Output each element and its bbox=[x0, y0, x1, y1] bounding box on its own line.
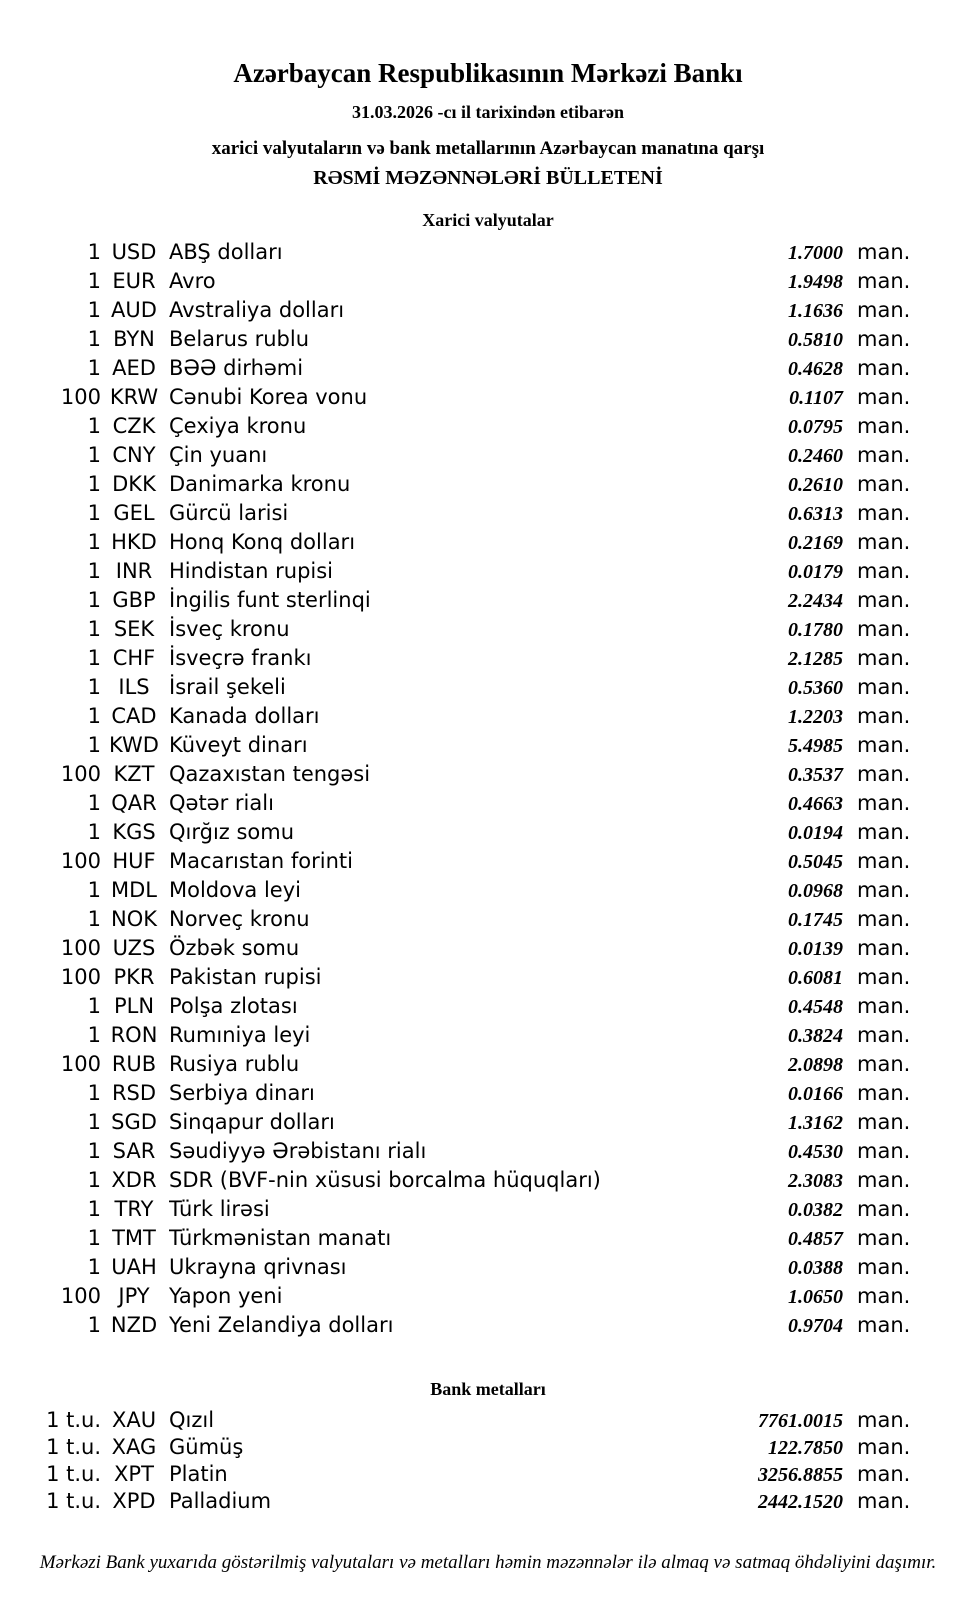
currency-code-cell: KRW bbox=[109, 385, 159, 409]
quantity-cell: 1 bbox=[87, 414, 101, 438]
manat-unit-label: man. bbox=[857, 327, 911, 351]
bulletin-subtitle: xarici valyutaların və bank metallarının Azərbaycan manatına qarşı bbox=[211, 138, 765, 159]
quantity-cell: 100 bbox=[60, 762, 101, 786]
manat-unit-label: man. bbox=[857, 849, 911, 873]
currency-code-cell: BYN bbox=[113, 327, 155, 351]
manat-unit-label: man. bbox=[857, 559, 911, 583]
quantity-cell: 1 bbox=[87, 1313, 101, 1337]
quantity-cell: 1 bbox=[87, 907, 101, 931]
manat-unit-label: man. bbox=[857, 704, 911, 728]
manat-unit-label: man. bbox=[857, 501, 911, 525]
foreign-currencies-section-title: Xarici valyutalar bbox=[422, 210, 554, 230]
rate-value-cell: 1.2203 bbox=[788, 706, 843, 728]
manat-unit-label: man. bbox=[857, 675, 911, 699]
currency-name-cell: Moldova leyi bbox=[169, 878, 301, 902]
table-row bbox=[0, 934, 976, 963]
quantity-cell: 1 bbox=[87, 1081, 101, 1105]
currency-code-cell: HKD bbox=[111, 530, 157, 554]
table-row bbox=[0, 1488, 976, 1515]
currency-code-cell: UZS bbox=[112, 936, 156, 960]
quantity-cell: 1 bbox=[87, 1110, 101, 1134]
rate-value-cell: 0.0179 bbox=[788, 561, 843, 583]
currency-code-cell: XPD bbox=[112, 1489, 156, 1513]
table-row bbox=[0, 441, 976, 470]
footer-note: Mərkəzi Bank yuxarıda göstərilmiş valyutaları və metalları həmin məzənnələr ilə almaq və satmaq öhdəliyini daşımır. bbox=[39, 1552, 937, 1573]
rate-value-cell: 0.4530 bbox=[788, 1141, 843, 1163]
currency-code-cell: INR bbox=[115, 559, 153, 583]
rate-value-cell: 0.6081 bbox=[788, 967, 843, 989]
manat-unit-label: man. bbox=[857, 936, 911, 960]
quantity-cell: 1 bbox=[87, 1255, 101, 1279]
currency-code-cell: GBP bbox=[112, 588, 156, 612]
manat-unit-label: man. bbox=[857, 1081, 911, 1105]
quantity-cell: 1 bbox=[87, 559, 101, 583]
currency-name-cell: Macarıstan forinti bbox=[169, 849, 353, 873]
currency-name-cell: Qətər rialı bbox=[169, 791, 274, 815]
currency-code-cell: DKK bbox=[112, 472, 156, 496]
currency-code-cell: SGD bbox=[111, 1110, 157, 1134]
rate-value-cell: 0.4857 bbox=[788, 1228, 843, 1250]
table-row bbox=[0, 1166, 976, 1195]
manat-unit-label: man. bbox=[857, 1489, 911, 1513]
quantity-cell: 1 bbox=[87, 878, 101, 902]
currency-name-cell: Cənubi Korea vonu bbox=[169, 385, 368, 409]
quantity-cell: 100 bbox=[60, 385, 101, 409]
rate-value-cell: 2.1285 bbox=[788, 648, 843, 670]
manat-unit-label: man. bbox=[857, 472, 911, 496]
currency-code-cell: NZD bbox=[110, 1313, 158, 1337]
table-row bbox=[0, 847, 976, 876]
manat-unit-label: man. bbox=[857, 646, 911, 670]
rate-value-cell: 0.4663 bbox=[788, 793, 843, 815]
bulletin-title: RƏSMİ MƏZƏNNƏLƏRİ BÜLLETENİ bbox=[313, 167, 663, 189]
currency-code-cell: CHF bbox=[112, 646, 156, 670]
bank-metals-section-title: Bank metalları bbox=[430, 1379, 546, 1399]
currency-name-cell: SDR (BVF-nin xüsusi borcalma hüquqları) bbox=[169, 1168, 601, 1192]
currency-code-cell: NOK bbox=[110, 907, 157, 931]
quantity-cell: 1 bbox=[87, 356, 101, 380]
currency-code-cell: XDR bbox=[111, 1168, 157, 1192]
metal-rates-table bbox=[0, 1407, 976, 1515]
quantity-cell: 1 bbox=[87, 472, 101, 496]
currency-name-cell: Polşa zlotası bbox=[169, 994, 298, 1018]
currency-code-cell: XAU bbox=[111, 1408, 157, 1432]
quantity-cell: 1 bbox=[87, 791, 101, 815]
currency-name-cell: Honq Konq dolları bbox=[169, 530, 356, 554]
rate-value-cell: 0.0166 bbox=[788, 1083, 843, 1105]
rate-value-cell: 0.3824 bbox=[788, 1025, 843, 1047]
manat-unit-label: man. bbox=[857, 1110, 911, 1134]
quantity-cell: 100 bbox=[60, 965, 101, 989]
manat-unit-label: man. bbox=[857, 1168, 911, 1192]
currency-name-cell: Çin yuanı bbox=[169, 443, 268, 467]
rate-value-cell: 0.5360 bbox=[788, 677, 843, 699]
manat-unit-label: man. bbox=[857, 588, 911, 612]
manat-unit-label: man. bbox=[857, 269, 911, 293]
currency-name-cell: Sinqapur dolları bbox=[169, 1110, 335, 1134]
quantity-cell: 1 bbox=[87, 443, 101, 467]
quantity-cell: 1 bbox=[87, 588, 101, 612]
currency-name-cell: Gümüş bbox=[169, 1435, 244, 1459]
currency-code-cell: AED bbox=[112, 356, 156, 380]
manat-unit-label: man. bbox=[857, 443, 911, 467]
manat-unit-label: man. bbox=[857, 1255, 911, 1279]
table-row bbox=[0, 702, 976, 731]
rate-value-cell: 0.4548 bbox=[788, 996, 843, 1018]
table-row bbox=[0, 1050, 976, 1079]
table-row bbox=[0, 528, 976, 557]
currency-name-cell: Türk lirəsi bbox=[169, 1197, 270, 1221]
manat-unit-label: man. bbox=[857, 820, 911, 844]
currency-code-cell: USD bbox=[111, 240, 157, 264]
manat-unit-label: man. bbox=[857, 1284, 911, 1308]
currency-code-cell: KGS bbox=[112, 820, 156, 844]
rate-value-cell: 0.0382 bbox=[788, 1199, 843, 1221]
currency-name-cell: Çexiya kronu bbox=[169, 414, 307, 438]
table-row bbox=[0, 731, 976, 760]
manat-unit-label: man. bbox=[857, 414, 911, 438]
currency-code-cell: UAH bbox=[111, 1255, 157, 1279]
quantity-cell: 1 bbox=[87, 1197, 101, 1221]
currency-name-cell: İsrail şekeli bbox=[169, 675, 286, 699]
currency-code-cell: KZT bbox=[113, 762, 155, 786]
currency-name-cell: Səudiyyə Ərəbistanı rialı bbox=[169, 1139, 427, 1163]
quantity-cell: 1 bbox=[87, 733, 101, 757]
table-row bbox=[0, 876, 976, 905]
currency-code-cell: GEL bbox=[113, 501, 155, 525]
table-row bbox=[0, 1108, 976, 1137]
rate-value-cell: 0.2460 bbox=[788, 445, 843, 467]
table-row bbox=[0, 1311, 976, 1340]
table-row bbox=[0, 1079, 976, 1108]
rate-value-cell: 7761.0015 bbox=[758, 1410, 843, 1432]
rate-value-cell: 2.2434 bbox=[788, 590, 843, 612]
currency-name-cell: Danimarka kronu bbox=[169, 472, 351, 496]
table-row bbox=[0, 1282, 976, 1311]
rate-value-cell: 2.0898 bbox=[788, 1054, 843, 1076]
manat-unit-label: man. bbox=[857, 1023, 911, 1047]
currency-name-cell: Palladium bbox=[169, 1489, 272, 1513]
quantity-cell: 1 bbox=[87, 1023, 101, 1047]
currency-code-cell: MDL bbox=[111, 878, 157, 902]
quantity-cell: 1 bbox=[87, 327, 101, 351]
currency-code-cell: XPT bbox=[114, 1462, 154, 1486]
currency-name-cell: Qırğız somu bbox=[169, 820, 295, 844]
currency-name-cell: Norveç kronu bbox=[169, 907, 310, 931]
currency-name-cell: Rusiya rublu bbox=[169, 1052, 300, 1076]
currency-code-cell: CAD bbox=[111, 704, 157, 728]
manat-unit-label: man. bbox=[857, 907, 911, 931]
quantity-cell: 1 bbox=[87, 820, 101, 844]
rate-value-cell: 1.3162 bbox=[788, 1112, 843, 1134]
rate-value-cell: 0.2610 bbox=[788, 474, 843, 496]
table-row bbox=[0, 905, 976, 934]
quantity-cell: 1 bbox=[87, 1168, 101, 1192]
manat-unit-label: man. bbox=[857, 791, 911, 815]
currency-code-cell: CNY bbox=[112, 443, 156, 467]
rate-value-cell: 0.1107 bbox=[789, 387, 843, 409]
manat-unit-label: man. bbox=[857, 1226, 911, 1250]
table-row bbox=[0, 673, 976, 702]
manat-unit-label: man. bbox=[857, 733, 911, 757]
rate-value-cell: 0.1745 bbox=[788, 909, 843, 931]
table-row bbox=[0, 760, 976, 789]
quantity-cell: 1 bbox=[87, 530, 101, 554]
rate-value-cell: 0.0795 bbox=[788, 416, 843, 438]
currency-code-cell: AUD bbox=[111, 298, 157, 322]
currency-name-cell: Qızıl bbox=[169, 1408, 215, 1432]
currency-name-cell: Pakistan rupisi bbox=[169, 965, 322, 989]
quantity-cell: 1 bbox=[87, 298, 101, 322]
currency-code-cell: SAR bbox=[112, 1139, 156, 1163]
table-row bbox=[0, 1434, 976, 1461]
quantity-cell: 1 bbox=[87, 646, 101, 670]
currency-code-cell: RUB bbox=[111, 1052, 157, 1076]
rate-value-cell: 0.4628 bbox=[788, 358, 843, 380]
rate-value-cell: 0.2169 bbox=[788, 532, 843, 554]
rate-value-cell: 2442.1520 bbox=[758, 1491, 843, 1513]
manat-unit-label: man. bbox=[857, 762, 911, 786]
quantity-cell: 1 bbox=[87, 501, 101, 525]
manat-unit-label: man. bbox=[857, 1197, 911, 1221]
table-row bbox=[0, 325, 976, 354]
quantity-cell: 1 bbox=[87, 704, 101, 728]
quantity-cell: 1 bbox=[87, 675, 101, 699]
table-row bbox=[0, 354, 976, 383]
currency-name-cell: Gürcü larisi bbox=[169, 501, 289, 525]
currency-name-cell: Türkmənistan manatı bbox=[169, 1226, 392, 1250]
currency-code-cell: QAR bbox=[111, 791, 157, 815]
table-row bbox=[0, 586, 976, 615]
rate-value-cell: 0.6313 bbox=[788, 503, 843, 525]
currency-name-cell: Küveyt dinarı bbox=[169, 733, 308, 757]
currency-code-cell: SEK bbox=[113, 617, 155, 641]
table-row bbox=[0, 238, 976, 267]
quantity-cell: 100 bbox=[60, 849, 101, 873]
currency-name-cell: Hindistan rupisi bbox=[169, 559, 334, 583]
table-row bbox=[0, 499, 976, 528]
currency-name-cell: Özbək somu bbox=[169, 936, 300, 960]
rate-value-cell: 0.5810 bbox=[788, 329, 843, 351]
manat-unit-label: man. bbox=[857, 1313, 911, 1337]
currency-rates-table bbox=[0, 238, 976, 1340]
table-row bbox=[0, 1137, 976, 1166]
manat-unit-label: man. bbox=[857, 240, 911, 264]
manat-unit-label: man. bbox=[857, 298, 911, 322]
currency-name-cell: Qazaxıstan tengəsi bbox=[169, 762, 371, 786]
quantity-cell: 1 t.u. bbox=[46, 1462, 101, 1486]
quantity-cell: 1 bbox=[87, 269, 101, 293]
rate-value-cell: 0.0194 bbox=[788, 822, 843, 844]
currency-name-cell: Platin bbox=[169, 1462, 228, 1486]
rate-value-cell: 0.0139 bbox=[788, 938, 843, 960]
table-row bbox=[0, 1461, 976, 1488]
currency-code-cell: XAG bbox=[111, 1435, 157, 1459]
table-row bbox=[0, 789, 976, 818]
currency-name-cell: Yeni Zelandiya dolları bbox=[169, 1313, 394, 1337]
rate-value-cell: 1.0650 bbox=[788, 1286, 843, 1308]
currency-code-cell: CZK bbox=[112, 414, 156, 438]
rate-value-cell: 0.0968 bbox=[788, 880, 843, 902]
quantity-cell: 1 bbox=[87, 240, 101, 264]
quantity-cell: 1 t.u. bbox=[46, 1408, 101, 1432]
currency-code-cell: KWD bbox=[109, 733, 159, 757]
currency-name-cell: Serbiya dinarı bbox=[169, 1081, 315, 1105]
currency-code-cell: ILS bbox=[118, 675, 150, 699]
manat-unit-label: man. bbox=[857, 530, 911, 554]
table-row bbox=[0, 818, 976, 847]
quantity-cell: 100 bbox=[60, 1052, 101, 1076]
currency-code-cell: PKR bbox=[113, 965, 155, 989]
currency-name-cell: Rumıniya leyi bbox=[169, 1023, 311, 1047]
currency-code-cell: TMT bbox=[112, 1226, 156, 1250]
currency-code-cell: RON bbox=[110, 1023, 158, 1047]
rate-value-cell: 3256.8855 bbox=[758, 1464, 843, 1486]
rate-value-cell: 0.1780 bbox=[788, 619, 843, 641]
currency-code-cell: TRY bbox=[114, 1197, 154, 1221]
quantity-cell: 1 t.u. bbox=[46, 1489, 101, 1513]
quantity-cell: 100 bbox=[60, 936, 101, 960]
currency-code-cell: PLN bbox=[113, 994, 155, 1018]
table-row bbox=[0, 1021, 976, 1050]
manat-unit-label: man. bbox=[857, 1052, 911, 1076]
manat-unit-label: man. bbox=[857, 1435, 911, 1459]
table-row bbox=[0, 1195, 976, 1224]
manat-unit-label: man. bbox=[857, 385, 911, 409]
manat-unit-label: man. bbox=[857, 1408, 911, 1432]
effective-date-line: 31.03.2026 -cı il tarixindən etibarən bbox=[352, 102, 624, 122]
currency-code-cell: EUR bbox=[112, 269, 156, 293]
currency-name-cell: Avstraliya dolları bbox=[169, 298, 345, 322]
rate-value-cell: 122.7850 bbox=[768, 1437, 843, 1459]
table-row bbox=[0, 1224, 976, 1253]
rate-value-cell: 0.3537 bbox=[788, 764, 843, 786]
rate-value-cell: 1.9498 bbox=[788, 271, 843, 293]
currency-code-cell: JPY bbox=[118, 1284, 150, 1308]
table-row bbox=[0, 992, 976, 1021]
rate-value-cell: 1.1636 bbox=[788, 300, 843, 322]
quantity-cell: 100 bbox=[60, 1284, 101, 1308]
currency-name-cell: İsveçrə frankı bbox=[169, 646, 312, 670]
quantity-cell: 1 bbox=[87, 994, 101, 1018]
quantity-cell: 1 bbox=[87, 617, 101, 641]
manat-unit-label: man. bbox=[857, 617, 911, 641]
manat-unit-label: man. bbox=[857, 878, 911, 902]
currency-name-cell: Ukrayna qrivnası bbox=[169, 1255, 347, 1279]
currency-name-cell: İsveç kronu bbox=[169, 617, 290, 641]
rate-value-cell: 1.7000 bbox=[788, 242, 843, 264]
bank-name-title: Azərbaycan Respublikasının Mərkəzi Bankı bbox=[233, 58, 743, 88]
table-row bbox=[0, 615, 976, 644]
quantity-cell: 1 bbox=[87, 1226, 101, 1250]
currency-name-cell: İngilis funt sterlinqi bbox=[169, 588, 371, 612]
table-row bbox=[0, 470, 976, 499]
currency-name-cell: ABŞ dolları bbox=[169, 240, 283, 264]
table-row bbox=[0, 1407, 976, 1434]
manat-unit-label: man. bbox=[857, 965, 911, 989]
manat-unit-label: man. bbox=[857, 994, 911, 1018]
currency-name-cell: Avro bbox=[169, 269, 216, 293]
rate-value-cell: 0.9704 bbox=[788, 1315, 843, 1337]
rate-value-cell: 0.5045 bbox=[788, 851, 843, 873]
table-row bbox=[0, 644, 976, 673]
table-row bbox=[0, 267, 976, 296]
manat-unit-label: man. bbox=[857, 1139, 911, 1163]
currency-name-cell: BƏƏ dirhəmi bbox=[169, 356, 304, 380]
rate-value-cell: 0.0388 bbox=[788, 1257, 843, 1279]
manat-unit-label: man. bbox=[857, 1462, 911, 1486]
table-row bbox=[0, 412, 976, 441]
table-row bbox=[0, 557, 976, 586]
table-row bbox=[0, 1253, 976, 1282]
manat-unit-label: man. bbox=[857, 356, 911, 380]
currency-name-cell: Belarus rublu bbox=[169, 327, 310, 351]
currency-code-cell: RSD bbox=[111, 1081, 157, 1105]
quantity-cell: 1 bbox=[87, 1139, 101, 1163]
table-row bbox=[0, 383, 976, 412]
rate-value-cell: 5.4985 bbox=[788, 735, 843, 757]
currency-name-cell: Kanada dolları bbox=[169, 704, 320, 728]
table-row bbox=[0, 296, 976, 325]
currency-code-cell: HUF bbox=[112, 849, 156, 873]
rate-value-cell: 2.3083 bbox=[788, 1170, 843, 1192]
quantity-cell: 1 t.u. bbox=[46, 1435, 101, 1459]
table-row bbox=[0, 963, 976, 992]
currency-name-cell: Yapon yeni bbox=[169, 1284, 283, 1308]
